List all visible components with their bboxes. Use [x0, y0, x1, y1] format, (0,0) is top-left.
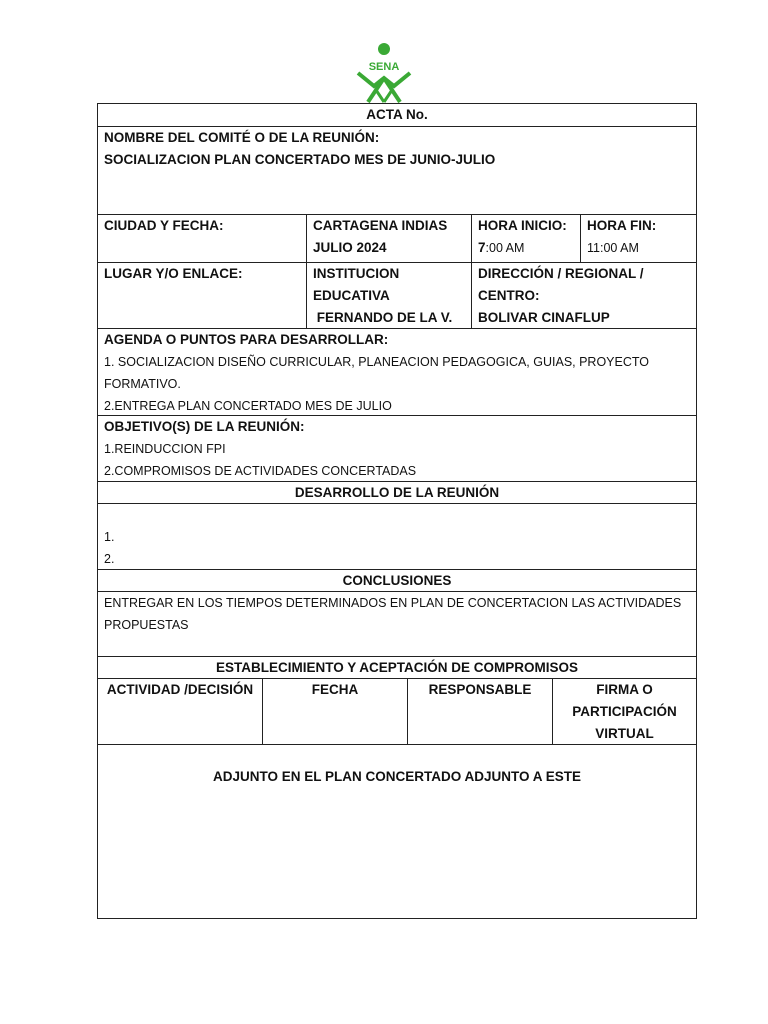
direction-cell — [471, 263, 696, 328]
place-label-cell — [98, 263, 306, 328]
city-date-row — [98, 214, 696, 262]
agenda-row — [98, 328, 696, 415]
place-label: LUGAR Y/O ENLACE: — [104, 266, 243, 281]
agenda-item-1-line-2: FORMATIVO. — [104, 377, 181, 391]
attachment-row — [98, 744, 696, 918]
col-date: FECHA — [311, 682, 359, 697]
meeting-name-value: SOCIALIZACION PLAN CONCERTADO MES DE JUNIO-JULIO — [104, 152, 496, 167]
acta-title: ACTA No. — [366, 107, 428, 122]
place-value-2: EDUCATIVA — [313, 288, 390, 303]
col-responsible-cell — [407, 679, 552, 744]
conclusions-line-2: PROPUESTAS — [104, 618, 189, 632]
attachment-text: ADJUNTO EN EL PLAN CONCERTADO ADJUNTO A ESTE — [212, 769, 582, 784]
col-responsible: RESPONSABLE — [428, 682, 532, 697]
agenda-item-1-line-1: 1. SOCIALIZACION DISEÑO CURRICULAR, PLANEACION PEDAGOGICA, GUIAS, PROYECTO — [104, 355, 650, 369]
city-value: CARTAGENA INDIAS — [313, 218, 448, 233]
conclusions-title: CONCLUSIONES — [342, 573, 452, 588]
conclusions-body-row — [98, 591, 696, 656]
commitments-title: ESTABLECIMIENTO Y ACEPTACIÓN DE COMPROMISOS — [215, 660, 579, 675]
objectives-label: OBJETIVO(S) DE LA REUNIÓN: — [104, 419, 305, 434]
start-time-label: HORA INICIO: — [478, 218, 567, 233]
development-title: DESARROLLO DE LA REUNIÓN — [294, 485, 500, 500]
city-date-label-cell — [98, 215, 306, 262]
direction-label-1: DIRECCIÓN / REGIONAL / — [478, 266, 644, 281]
col-sign-2: PARTICIPACIÓN — [572, 704, 677, 719]
development-item-2: 2. — [104, 552, 115, 566]
city-date-value-cell — [306, 215, 471, 262]
col-activity-cell — [98, 679, 262, 744]
minutes-form — [97, 103, 697, 919]
agenda-item-2: 2.ENTREGA PLAN CONCERTADO MES DE JULIO — [104, 399, 392, 413]
direction-value: BOLIVAR CINAFLUP — [478, 310, 610, 325]
place-row — [98, 262, 696, 328]
end-time-label: HORA FIN: — [587, 218, 657, 233]
start-time-rest: :00 AM — [485, 241, 525, 255]
objective-item-2: 2.COMPROMISOS DE ACTIVIDADES CONCERTADAS — [104, 464, 417, 478]
col-sign-1: FIRMA O — [596, 682, 653, 697]
commitments-title-row — [98, 656, 696, 678]
start-time-value — [478, 237, 574, 259]
objectives-row — [98, 415, 696, 481]
col-activity: ACTIVIDAD /DECISIÓN — [106, 682, 254, 697]
col-date-cell — [262, 679, 407, 744]
commitments-header-row — [98, 678, 696, 744]
logo-text: SENA — [368, 61, 400, 73]
place-value-1: INSTITUCION — [313, 266, 400, 281]
meeting-name-label: NOMBRE DEL COMITÉ O DE LA REUNIÓN: — [104, 130, 380, 145]
end-time-cell — [580, 215, 696, 262]
city-date-label: CIUDAD Y FECHA: — [104, 218, 224, 233]
development-item-1: 1. — [104, 530, 115, 544]
col-sign-cell — [552, 679, 696, 744]
acta-row — [98, 104, 696, 126]
direction-label-2: CENTRO: — [478, 288, 540, 303]
sena-logo-icon — [352, 42, 416, 104]
objective-item-1: 1.REINDUCCION FPI — [104, 442, 226, 456]
place-value-3: FERNANDO DE LA V. — [313, 310, 453, 325]
place-value-cell — [306, 263, 471, 328]
conclusions-line-1: ENTREGAR EN LOS TIEMPOS DETERMINADOS EN PLAN DE CONCERTACION LAS ACTIVIDADES — [104, 596, 682, 610]
meeting-name-row — [98, 126, 696, 214]
start-time-cell — [471, 215, 580, 262]
development-body-row — [98, 503, 696, 569]
start-time-hour: 7 — [478, 240, 486, 255]
date-value: JULIO 2024 — [313, 240, 387, 255]
conclusions-title-row — [98, 569, 696, 591]
end-time-value: 11:00 AM — [587, 241, 639, 255]
development-title-row — [98, 481, 696, 503]
agenda-label: AGENDA O PUNTOS PARA DESARROLLAR: — [104, 332, 389, 347]
sena-logo — [352, 42, 416, 104]
col-sign-3: VIRTUAL — [595, 726, 654, 741]
